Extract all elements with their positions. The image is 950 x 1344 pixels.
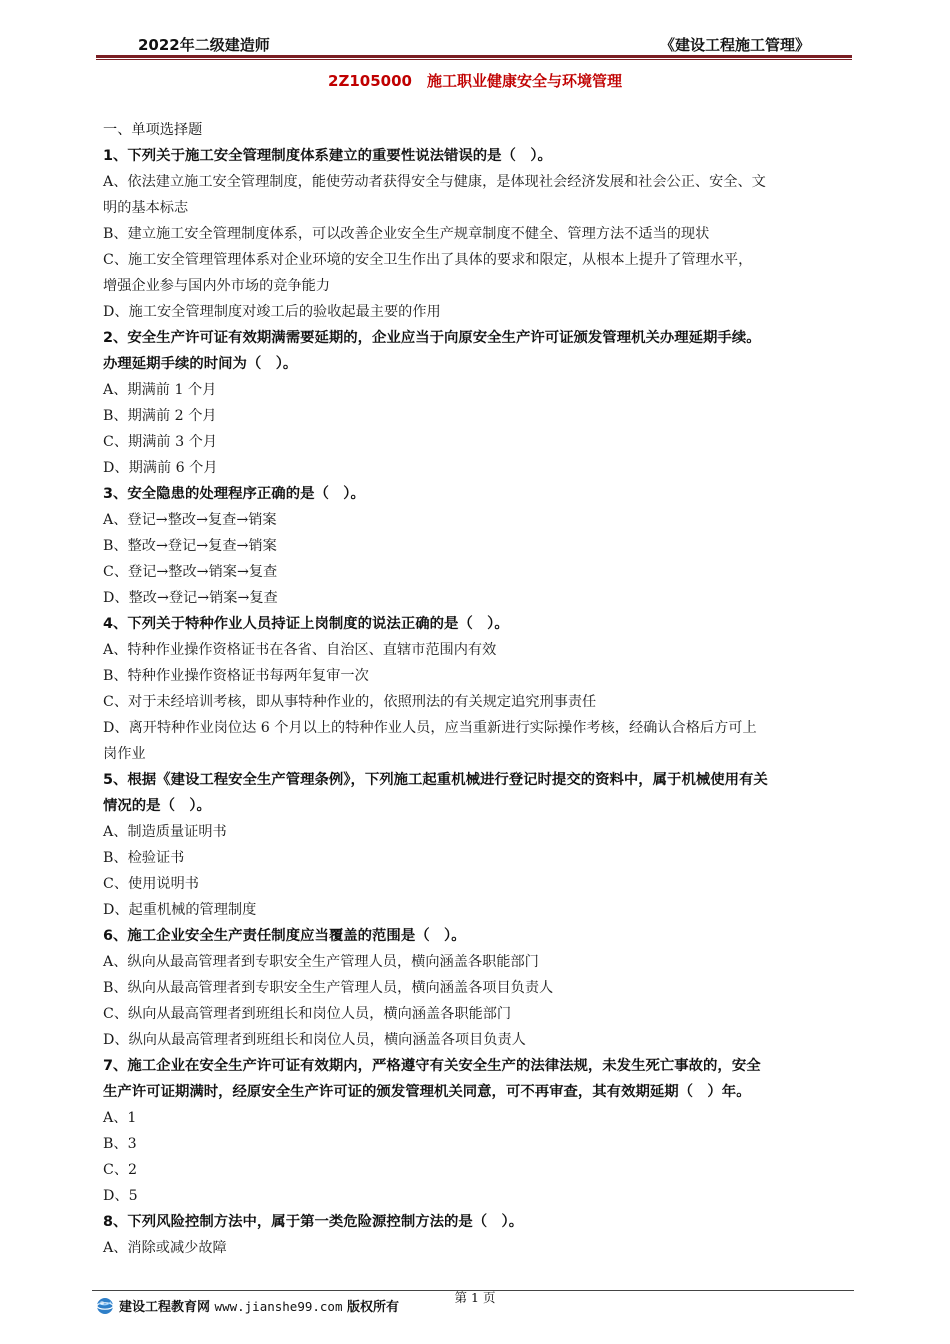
question-stem-line: 6、施工企业安全生产责任制度应当覆盖的范围是（ ）。 [103,928,466,944]
question-stem-line: 情况的是（ ）。 [103,798,211,814]
answer-option-line: D、5 [103,1188,138,1204]
answer-option-line: 岗作业 [103,746,146,762]
question-stem-line: 2、安全生产许可证有效期满需要延期的，企业应当于向原安全生产许可证颁发管理机关办理延期手续。 [103,330,761,346]
footer-url[interactable]: www.jianshe99.com [214,1299,343,1314]
footer-brand: 建设工程教育网 [119,1300,211,1315]
answer-option-line: C、使用说明书 [103,876,199,892]
answer-option-line: B、期满前 2 个月 [103,408,217,424]
question-list [103,117,853,1261]
answer-option-line: D、纵向从最高管理者到班组长和岗位人员，横向涵盖各项目负责人 [103,1032,526,1048]
answer-option-line: C、施工安全管理管理体系对企业环境的安全卫生作出了具体的要求和限定，从根本上提升了管理水平， [103,252,753,268]
question-stem-line: 3、安全隐患的处理程序正确的是（ ）。 [103,486,365,502]
answer-option-line: A、制造质量证明书 [103,824,227,840]
answer-option-line: C、纵向从最高管理者到班组长和岗位人员，横向涵盖各职能部门 [103,1006,512,1022]
answer-option-line: B、特种作业操作资格证书每两年复审一次 [103,668,369,684]
question-stem-line: 办理延期手续的时间为（ ）。 [103,356,298,372]
page-number: 第 1 页 [454,1290,496,1305]
section-heading: 一、单项选择题 [103,122,203,138]
answer-option-line: C、登记→整改→销案→复查 [103,564,278,580]
question-stem-line: 生产许可证期满时，经原安全生产许可证的颁发管理机关同意，可不再审查，其有效期延期（ ）年。 [103,1084,751,1100]
answer-option-line: D、整改→登记→销案→复查 [103,590,278,606]
answer-option-line: D、离开特种作业岗位达 6 个月以上的特种作业人员，应当重新进行实际操作考核，经确认合格后方可上 [103,720,757,736]
header-exam-title: 2022年二级建造师 [138,36,270,54]
footer-rights: 版权所有 [347,1300,400,1315]
answer-option-line: A、特种作业操作资格证书在各省、自治区、直辖市范围内有效 [103,642,497,658]
answer-option-line: A、纵向从最高管理者到专职安全生产管理人员，横向涵盖各职能部门 [103,954,539,970]
answer-option-line: 增强企业参与国内外市场的竞争能力 [103,278,331,294]
answer-option-line: B、3 [103,1136,137,1152]
answer-option-line: D、施工安全管理制度对竣工后的验收起最主要的作用 [103,304,441,320]
answer-option-line: B、检验证书 [103,850,185,866]
answer-option-line: B、整改→登记→复查→销案 [103,538,277,554]
answer-option-line: D、起重机械的管理制度 [103,902,257,918]
answer-option-line: A、登记→整改→复查→销案 [103,512,277,528]
header-book-title: 《建设工程施工管理》 [659,36,810,54]
answer-option-line: C、对于未经培训考核，即从事特种作业的，依照刑法的有关规定追究刑事责任 [103,694,597,710]
answer-option-line: B、建立施工安全管理制度体系，可以改善企业安全生产规章制度不健全、管理方法不适当的现状 [103,226,710,242]
question-stem-line: 5、根据《建设工程安全生产管理条例》，下列施工起重机械进行登记时提交的资料中，属于机械使用有关 [103,772,768,788]
answer-option-line: D、期满前 6 个月 [103,460,218,476]
question-stem-line: 1、下列关于施工安全管理制度体系建立的重要性说法错误的是（ ）。 [103,148,552,164]
answer-option-line: A、消除或减少故障 [103,1240,227,1256]
question-stem-line: 8、下列风险控制方法中，属于第一类危险源控制方法的是（ ）。 [103,1214,524,1230]
question-stem-line: 7、施工企业在安全生产许可证有效期内，严格遵守有关安全生产的法律法规，未发生死亡事故的，安全 [103,1058,761,1074]
answer-option-line: C、期满前 3 个月 [103,434,218,450]
answer-option-line: 明的基本标志 [103,200,189,216]
answer-option-line: C、2 [103,1162,138,1178]
answer-option-line: B、纵向从最高管理者到专职安全生产管理人员，横向涵盖各项目负责人 [103,980,554,996]
answer-option-line: A、期满前 1 个月 [103,382,217,398]
answer-option-line: A、依法建立施工安全管理制度，能使劳动者获得安全与健康，是体现社会经济发展和社会公正、安全、文 [103,174,766,190]
answer-option-line: A、1 [103,1110,137,1126]
section-title: 2Z105000 施工职业健康安全与环境管理 [328,72,622,90]
header-divider [96,55,852,61]
question-stem-line: 4、下列关于特种作业人员持证上岗制度的说法正确的是（ ）。 [103,616,509,632]
page-header [96,30,852,58]
